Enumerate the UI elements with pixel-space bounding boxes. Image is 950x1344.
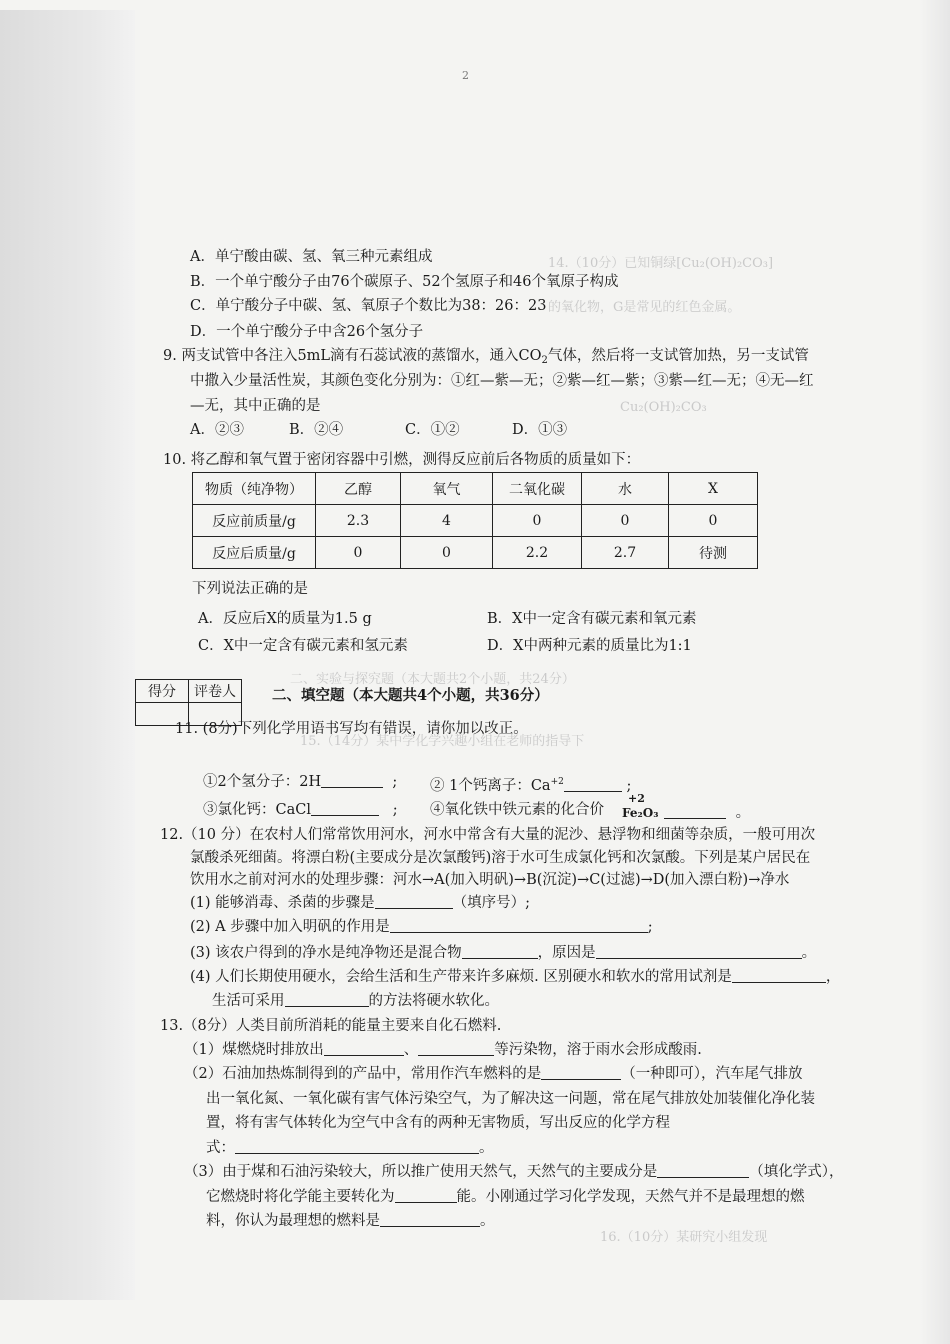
- table-header-cell: 二氧化碳: [493, 473, 582, 505]
- item-text: 它燃烧时将化学能主要转化为: [206, 1189, 395, 1205]
- q12-line2: 氯酸杀死细菌。将漂白粉(主要成分是次氯酸钙)溶于水可生成氯化钙和次氯酸。下列是某户居民在: [190, 850, 811, 866]
- bleed-text: 16.（10分）某研究小组发现: [600, 1230, 768, 1245]
- q13-s2-line2: 出一氧化氮、一氧化碳有害气体污染空气，为了解决这一问题，常在尾气排放处加装催化净化装: [206, 1091, 815, 1107]
- table-row: [193, 505, 758, 537]
- q12-sub3: (3) 该农户得到的净水是纯净物还是混合物 ，原因是 。: [190, 945, 817, 961]
- q10-option-d: D．X中两种元素的质量比为1:1: [487, 638, 692, 654]
- q9-text: 9. 两支试管中各注入5mL滴有石蕊试液的蒸馏水，通入CO: [163, 348, 542, 364]
- q13-s3-line2: [206, 1187, 805, 1207]
- q11-item2: ② 1个钙离子：$Ca^{+2}$ ;: [430, 777, 632, 794]
- q8-option-c: C．单宁酸分子中碳、氢、氧原子个数比为38：26：23: [190, 298, 547, 314]
- item-text: 的方法将硬水软化。: [368, 993, 499, 1009]
- answer-blank[interactable]: [235, 1139, 479, 1154]
- q13-s3-line1: [184, 1162, 843, 1182]
- answer-blank[interactable]: [732, 968, 826, 983]
- q9-stem-line2: 中撒入少量活性炭，其颜色变化分别为：①红—紫—无；②紫—红—紫；③紫—红—无；④无—红: [190, 373, 814, 389]
- answer-blank[interactable]: [418, 1041, 494, 1056]
- table-cell: 0: [582, 505, 669, 537]
- item-text: (2) A 步骤中加入明矾的作用是: [190, 919, 390, 935]
- q8-option-a: A．单宁酸由碳、氢、氧三种元素组成: [190, 249, 433, 265]
- table-header-cell: 乙醇: [316, 473, 401, 505]
- q13-intro: 13.（8分）人类目前所消耗的能量主要来自化石燃料.: [160, 1018, 502, 1034]
- q11-intro: 11. (8分)下列化学用语书写均有错误，请你加以改正。: [175, 721, 528, 737]
- table-header-cell: 水: [582, 473, 669, 505]
- bleed-text: 15.（14分）某中学化学兴趣小组在老师的指导下: [300, 734, 585, 749]
- answer-blank[interactable]: [395, 1188, 457, 1203]
- answer-blank[interactable]: [375, 894, 453, 909]
- table-cell: 0: [316, 537, 401, 569]
- q10-option-a: A．反应后X的质量为1.5 g: [198, 611, 372, 627]
- item-text: (3) 该农户得到的净水是纯净物还是混合物: [190, 945, 462, 961]
- q13-s2-line3: 置，将有害气体转化为空气中含有的两种无害物质，写出反应的化学方程: [206, 1115, 670, 1131]
- q12-sub4-line2: [212, 991, 499, 1011]
- table-cell: 2.3: [316, 505, 401, 537]
- table-cell: 2.2: [493, 537, 582, 569]
- answer-blank[interactable]: [321, 773, 383, 788]
- item-text: ，原因是: [537, 945, 596, 961]
- answer-blank[interactable]: [664, 804, 726, 819]
- q13-s3-line3: 料，你认为最理想的燃料是 。: [206, 1213, 495, 1229]
- q9-text: 气体，然后将一支试管加热，另一支试管: [547, 348, 809, 364]
- valence-mark: +2: [628, 792, 645, 805]
- answer-blank[interactable]: [311, 801, 379, 816]
- answer-blank[interactable]: [324, 1041, 404, 1056]
- item-text: （3）由于煤和石油污染较大，所以推广使用天然气，天然气的主要成分是: [184, 1164, 658, 1180]
- scan-shadow-right: [920, 0, 950, 1344]
- q9-option-c: C．①②: [405, 422, 460, 438]
- bleed-text: 二、实验与探究题（本大题共2个小题，共24分）: [290, 672, 575, 687]
- table-cell: 反应后质量/g: [193, 537, 316, 569]
- item-text: （填化学式），: [749, 1164, 844, 1180]
- grader-label: 评卷人: [189, 680, 242, 703]
- item-text: 生活可采用: [212, 993, 285, 1009]
- section-title: 二、填空题（本大题共4个小题，共36分）: [272, 687, 549, 704]
- table-header-cell: 氧气: [401, 473, 493, 505]
- q13-s2-line4: 式： 。: [206, 1140, 494, 1156]
- answer-blank[interactable]: [657, 1163, 749, 1178]
- table-row: [193, 537, 758, 569]
- q8-option-b: B．一个单宁酸分子由76个碳原子、52个氢原子和46个氧原子构成: [190, 274, 619, 290]
- item-text: 等污染物，溶于雨水会形成酸雨.: [494, 1042, 702, 1058]
- table-cell: 0: [401, 537, 493, 569]
- bleed-text: 的氧化物，G是常见的红色金属。: [548, 300, 741, 315]
- answer-blank[interactable]: [541, 1065, 621, 1080]
- item-text: (4) 人们长期使用硬水，会给生活和生产带来许多麻烦. 区别硬水和软水的常用试剂是: [190, 969, 732, 985]
- page-mark: 2: [462, 69, 469, 82]
- item-text: ④氧化铁中铁元素的化合价: [430, 802, 604, 818]
- answer-blank[interactable]: [380, 1212, 480, 1227]
- q11-formula: +2 Fe₂O₃ 。: [622, 803, 750, 823]
- scan-shadow-left: [0, 10, 135, 1300]
- q10-prompt: 下列说法正确的是: [192, 581, 308, 597]
- answer-blank[interactable]: [390, 918, 648, 933]
- table-cell: 4: [401, 505, 493, 537]
- bleed-text: 14.（10分）已知铜绿[Cu₂(OH)₂CO₃]: [548, 256, 774, 271]
- q11-item1: ①2个氢分子：2H ;: [203, 774, 398, 790]
- item-text: ①2个氢分子：2H: [203, 774, 322, 790]
- table-cell: 2.7: [582, 537, 669, 569]
- q12-sub1: [190, 893, 530, 913]
- formula: Fe₂O₃: [622, 806, 659, 820]
- answer-blank[interactable]: [596, 944, 802, 959]
- q12-line3: 饮用水之前对河水的处理步骤：河水→A(加入明矾)→B(沉淀)→C(过滤)→D(加入漂白粉)→净水: [190, 872, 790, 888]
- q12-line1: 12.（10 分）在农村人们常常饮用河水，河水中常含有大量的泥沙、悬浮物和细菌等杂质，一般可用次: [160, 827, 816, 843]
- table-header-cell: 物质（纯净物）: [193, 473, 316, 505]
- answer-blank[interactable]: [564, 777, 622, 792]
- item-text: ③氯化钙：CaCl: [203, 802, 311, 818]
- q12-sub4: (4) 人们长期使用硬水，会给生活和生产带来许多麻烦. 区别硬水和软水的常用试剂是 ，: [190, 969, 841, 985]
- subscript: 2: [541, 355, 548, 366]
- q13-s1: （1）煤燃烧时排放出 、 等污染物，溶于雨水会形成酸雨.: [184, 1042, 702, 1058]
- answer-blank[interactable]: [285, 992, 369, 1007]
- answer-blank[interactable]: [462, 944, 538, 959]
- item-text: （1）煤燃烧时排放出: [184, 1042, 324, 1058]
- q13-s2-line1: [184, 1064, 802, 1084]
- item-text: 料，你认为最理想的燃料是: [206, 1213, 380, 1229]
- table-cell: 反应前质量/g: [193, 505, 316, 537]
- q12-sub2: (2) A 步骤中加入明矾的作用是 ;: [190, 919, 653, 935]
- score-label: 得分: [136, 680, 189, 703]
- q9-option-d: D．①③: [512, 422, 568, 438]
- q11-item3: ③氯化钙：CaCl ;: [203, 802, 398, 818]
- q8-option-d: D．一个单宁酸分子中含26个氢分子: [190, 324, 424, 340]
- q11-item4: [430, 800, 604, 820]
- q10-option-c: C．X中一定含有碳元素和氢元素: [198, 638, 408, 654]
- q10-intro: 10. 将乙醇和氧气置于密闭容器中引燃，测得反应前后各物质的质量如下：: [163, 452, 641, 468]
- item-text: ② 1个钙离子：Ca: [430, 778, 551, 794]
- table-cell: 0: [669, 505, 758, 537]
- q10-option-b: B．X中一定含有碳元素和氧元素: [487, 611, 697, 627]
- q9-option-a: A．②③: [190, 422, 244, 438]
- item-text: 能。小刚通过学习化学发现，天然气并不是最理想的燃: [456, 1189, 805, 1205]
- q9-option-b: B．②④: [289, 422, 344, 438]
- item-text: （2）石油加热炼制得到的产品中，常用作汽车燃料的是: [184, 1066, 542, 1082]
- table-cell: 待测: [669, 537, 758, 569]
- item-text: 式：: [206, 1140, 235, 1156]
- item-text: (1) 能够消毒、杀菌的步骤是: [190, 895, 375, 911]
- q9-stem-line1: [163, 346, 809, 371]
- mass-table: [192, 472, 758, 569]
- table-header-row: [193, 473, 758, 505]
- table-header-cell: X: [669, 473, 758, 505]
- item-text: （填序号）;: [452, 895, 531, 911]
- q9-stem-line3: —无，其中正确的是: [190, 398, 321, 414]
- item-text: （一种即可），汽车尾气排放: [621, 1066, 803, 1082]
- table-cell: 0: [493, 505, 582, 537]
- superscript: +2: [550, 777, 564, 787]
- bleed-text: Cu₂(OH)₂CO₃: [620, 400, 707, 415]
